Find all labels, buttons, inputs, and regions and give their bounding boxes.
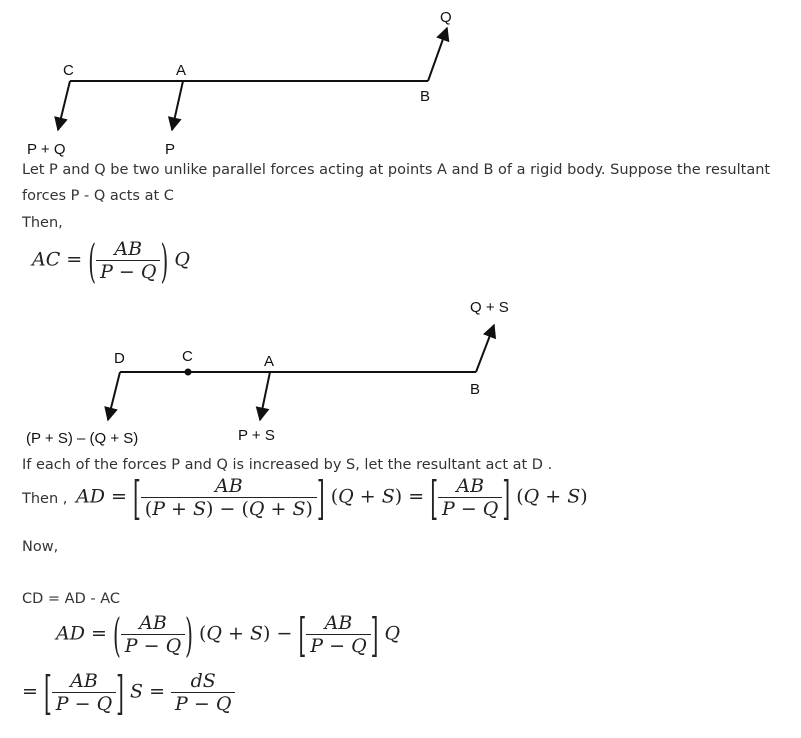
force-arrow-left [108, 372, 120, 420]
now-label: Now, [22, 539, 59, 555]
label-b: B [420, 88, 431, 105]
label-p-plus-q: P + Q [27, 141, 66, 158]
paragraph-2: If each of the forces P and Q is increased by S, let the resultant act at D . [22, 457, 553, 473]
force-arrow-q [428, 28, 447, 81]
label-resultant: (P + S) – (Q + S) [26, 430, 139, 447]
label-q: Q [440, 9, 452, 26]
label-q-plus-s: Q + S [470, 299, 509, 316]
equation-ac: AC = ( $\frac{AB}{P - Q}$ ) Q [32, 232, 190, 289]
label-p-plus-s: P + S [238, 427, 275, 444]
force-diagram-1 [0, 0, 801, 165]
equation-result: = [ $\frac{AB}{P - Q}$ ] S = $\frac{dS}{P - Q}$ [22, 670, 235, 715]
force-arrow-qs [476, 325, 494, 372]
then-label-1: Then, [22, 215, 63, 231]
point-c [185, 369, 192, 376]
equation-ad-difference: AD = ( $\frac{AB}{P - Q}$ ) (Q + S) − [ $\frac{AB}{P - Q}$ ] Q [56, 606, 401, 663]
force-diagram-2 [0, 290, 801, 450]
force-arrow-ps [260, 372, 270, 420]
paragraph-1: Let P and Q be two unlike parallel forces acting at points A and B of a rigid body. Suppose the resultant [22, 162, 771, 178]
label-c2: C [182, 348, 193, 365]
equation-ad: AD = [ $\frac{AB}{(P + S) - (Q + S)}$ ] (Q + S) = [ $\frac{AB}{P - Q}$ ] (Q + S) [76, 469, 588, 526]
label-a: A [176, 62, 187, 79]
paragraph-1b: forces P - Q acts at C [22, 188, 174, 204]
label-d: D [114, 350, 125, 367]
label-a2: A [264, 353, 275, 370]
cd-equation: CD = AD - AC [22, 591, 120, 607]
then-label-2: Then , [22, 491, 68, 507]
label-c: C [63, 62, 74, 79]
force-arrow-pq [58, 81, 70, 130]
label-p: P [165, 141, 176, 158]
label-b2: B [470, 381, 481, 398]
force-arrow-p [172, 81, 183, 130]
